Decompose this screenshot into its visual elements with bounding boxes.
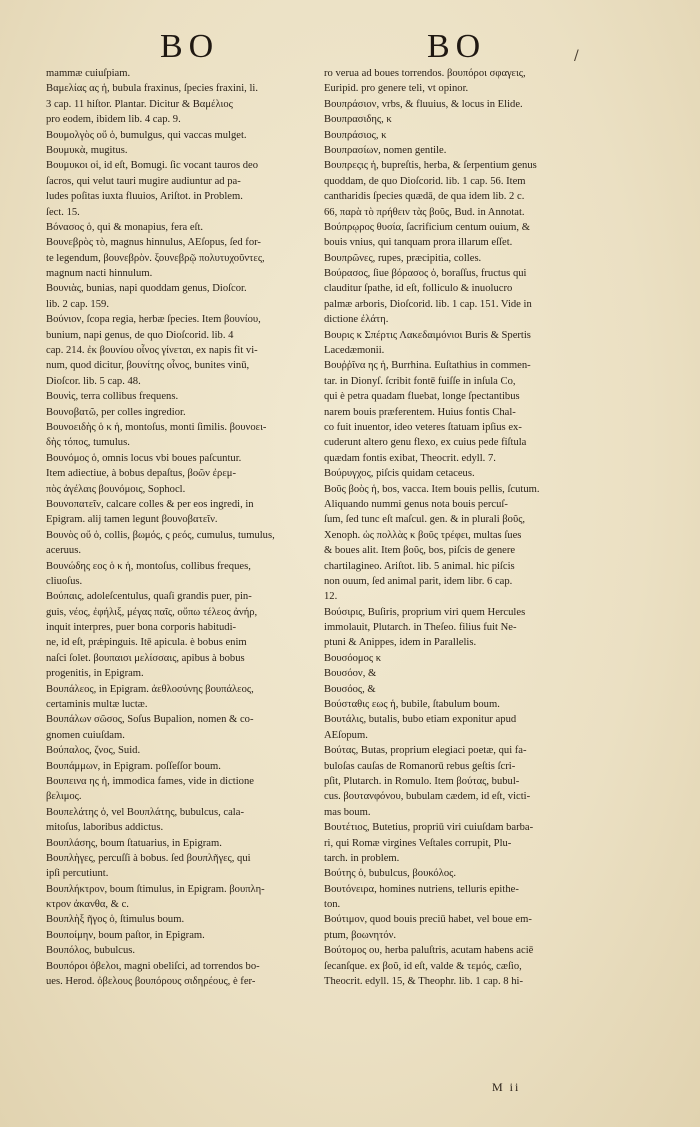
- text-line: Item adiectiue, à bobus depaſtus, βοῶν ἐρεμ-: [46, 468, 236, 480]
- text-line: ri, qui Romæ virgines Veſtales corrupit, Plu-: [324, 837, 512, 849]
- margin-mark: /: [574, 48, 579, 64]
- text-line: cliuoſus.: [46, 575, 83, 587]
- text-line: AEſopum.: [324, 729, 368, 741]
- text-line: guis, νέος, ἐφήλιξ, μέγας παῖς, οὔπω τέλεος ἀνήρ,: [46, 606, 258, 618]
- text-line: tarch. in problem.: [324, 852, 400, 864]
- text-line: pro eodem, ibidem lib. 4 cap. 9.: [46, 114, 181, 126]
- text-line: Βουτόνειρα, homines nutriens, telluris epithe-: [324, 883, 519, 895]
- text-line: Βουμυκοι οἱ, id eſt, Bomugi. ſic vocant tauros deo: [46, 160, 259, 172]
- text-line: progenitis, in Epigram.: [46, 668, 144, 680]
- text-line: mas boum.: [324, 806, 371, 818]
- text-line: Βουνὸς οὔ ὁ, collis, βωμός, ς ρεός, cumulus, tumulus,: [46, 529, 275, 541]
- text-line: Βοῦς βοὸς ἡ, bos, vacca. Item bouis pellis, ſcutum.: [324, 483, 540, 495]
- text-line: Βούπαις, adoleſcentulus, quaſi grandis puer, pin-: [46, 591, 252, 603]
- text-line: Βουρις κ Σπέρτις Λακεδαιμόνιοι Buris & Spertis: [324, 329, 531, 341]
- text-line: naſci ſolet. βουπαισι μελίσσαις, apibus à bobus: [46, 652, 245, 664]
- text-line: Βούρυγχος, piſcis quidam cetaceus.: [324, 468, 475, 480]
- text-line: Βουπλὴξ ῆγος ὁ, ſtimulus boum.: [46, 914, 185, 926]
- text-line: Βουπάλεος, in Epigram. ἀεθλοσύνης βουπάλεος,: [46, 683, 254, 695]
- text-line: Βουμυκὰ, mugitus.: [46, 144, 128, 156]
- text-line: Βουμολγὸς οὔ ὁ, bumulgus, qui vaccas mulget.: [46, 129, 247, 141]
- text-line: 12.: [324, 591, 338, 603]
- text-line: Βούτας, Butas, proprium elegiaci poetæ, qui fa-: [324, 745, 527, 757]
- text-line: Βούτης ὁ, bubulcus, βουκόλος.: [324, 868, 457, 880]
- text-line: mitoſus, laboribus addictus.: [46, 822, 164, 834]
- text-line: Βόνασος ὁ, qui & monapius, fera eſt.: [46, 221, 204, 233]
- text-line: δὴς τόπος, tumulus.: [46, 437, 130, 449]
- text-line: Βουπόροι ὀβελοι, magni obeliſci, ad torrendos bo-: [46, 960, 260, 972]
- text-line: Βουπελάτης ὁ, vel Βουπλάτης, bubulcus, cala-: [46, 806, 244, 818]
- text-line: cus. βουτανφόνου, bubulam cædem, id eſt, victi-: [324, 791, 531, 803]
- left-column: [46, 66, 308, 989]
- text-line: buloſas cauſas de Romanorū rebus geſtis ſcri-: [324, 760, 516, 772]
- text-line: ptum, βοωνητόν.: [324, 929, 397, 941]
- text-line: Βουνώδης εος ὁ κ ἡ, montoſus, collibus freques,: [46, 560, 251, 572]
- text-line: Βουπράσιον, vrbs, & fluuius, & locus in Elide.: [324, 98, 523, 110]
- text-line: qui è petra quadam fluebat, longe ſpectantibus: [324, 391, 520, 403]
- text-line: immolauit, Plutarch. in Theſeo. filius fuit Ne-: [324, 622, 517, 634]
- text-line: ſecanſque. ex βοῦ, id eſt, valde & τεμός, cæſio,: [324, 960, 522, 972]
- text-line: Lacedæmonii.: [324, 345, 385, 357]
- text-line: Βούτομος ου, herba paluſtris, acutam habens aciē: [324, 945, 534, 957]
- text-line: Βουνοβατῶ, per colles ingredior.: [46, 406, 186, 418]
- text-line: ues. Herod. ὀβελους βουπόρους σιδηρέους, è fer-: [46, 976, 256, 988]
- text-line: non ouum, ſed animal parit, idem libr. 6 cap.: [324, 575, 513, 587]
- text-line: Βουνοειδὴς ὁ κ ἡ, montoſus, monti ſimilis. βουνοει-: [46, 421, 267, 433]
- text-line: ſacros, qui velut tauri mugire audiuntur ad pa-: [46, 175, 241, 187]
- text-line: Dioſcor. lib. 5 cap. 48.: [46, 375, 141, 387]
- text-line: Βούρασος, ſiue βόρασος ὁ, boraſſus, fructus qui: [324, 268, 527, 280]
- text-line: ſum, ſed tunc eſt maſcul. gen. & in plurali βοῦς,: [324, 514, 526, 526]
- text-line: quoddam, de quo Dioſcorid. lib. 1 cap. 56. Item: [324, 175, 526, 187]
- text-line: Βουπόλος, bubulcus.: [46, 945, 136, 957]
- text-line: Βουσόος, &: [324, 683, 376, 695]
- text-line: πὸς ἀγέλαις βουνόμοις, Sophocl.: [46, 483, 186, 495]
- running-head-right: BO: [427, 28, 487, 65]
- text-line: Βουτάλις, butalis, bubo etiam exponitur apud: [324, 714, 517, 726]
- text-line: Βουσόον, &: [324, 668, 377, 680]
- text-line: num, quod dicitur, βουνίτης οἶνος, bunites vinū,: [46, 360, 250, 372]
- text-line: Βούσταθις εως ἡ, bubile, ſtabulum boum.: [324, 699, 500, 711]
- text-line: quædam fontis exibat, Theocrit. edyll. 7.: [324, 452, 496, 464]
- text-line: cap. 214. ἐκ βουνίου οἶνος γίνεται, ex napis fit vi-: [46, 345, 258, 357]
- text-line: ipſi percutiunt.: [46, 868, 109, 880]
- text-line: Βουῤῥῖνα ης ἡ, Burrhina. Euſtathius in commen-: [324, 360, 531, 372]
- running-head-left: BO: [160, 28, 220, 65]
- text-line: Βουπρῶνες, rupes, præcipitia, colles.: [324, 252, 482, 264]
- text-line: Βουτέτιος, Butetius, propriū viri cuiuſdam barba-: [324, 822, 534, 834]
- text-line: Βουσόομος κ: [324, 652, 382, 664]
- text-line: ſect. 15.: [46, 206, 80, 218]
- text-line: Βουπλάσης, boum ſtatuarius, in Epigram.: [46, 837, 222, 849]
- text-line: narem bouis præferentem. Huius fontis Chal-: [324, 406, 516, 418]
- text-line: chartilagineo. Ariſtot. lib. 5 animal. hic piſcis: [324, 560, 515, 572]
- text-line: Βούνιον, ſcopa regia, herbæ ſpecies. Item βουνίου,: [46, 314, 261, 326]
- text-line: Βουπρασίων, nomen gentile.: [324, 144, 447, 156]
- text-line: pſit, Plutarch. in Romulo. Item βούτας, bubul-: [324, 775, 520, 787]
- text-line: 3 cap. 11 hiſtor. Plantar. Dicitur & Βαμέλιος: [46, 98, 233, 110]
- text-line: Βαμελίας ας ἡ, bubula fraxinus, ſpecies fraxini, li.: [46, 83, 258, 95]
- text-line: Βουνὶς, terra collibus frequens.: [46, 391, 179, 403]
- text-line: bunium, napi genus, de quo Dioſcorid. lib. 4: [46, 329, 234, 341]
- text-line: ptuni & Anippes, idem in Parallelis.: [324, 637, 477, 649]
- text-line: cuderunt altero genu flexo, ex cuius pede fiſtula: [324, 437, 527, 449]
- text-line: tar. in Dionyſ. ſcribit fontē fuiſſe in inſula Co,: [324, 375, 516, 387]
- text-line: Βουνεβρὸς τὸ, magnus hinnulus, AEſopus, ſed for-: [46, 237, 261, 249]
- text-line: Βούπαλος, ζνος, Suid.: [46, 745, 141, 757]
- text-line: palmæ arboris, Dioſcorid. lib. 1 cap. 151. Vide in: [324, 298, 532, 310]
- text-line: Βουποίμην, boum paſtor, in Epigram.: [46, 929, 205, 941]
- text-line: magnum nacti hinnulum.: [46, 268, 153, 280]
- text-line: Βουπάλων σῶσος, Soſus Bupalion, nomen & co-: [46, 714, 254, 726]
- text-line: aceruus.: [46, 545, 81, 557]
- text-line: 66, παρὰ τὸ πρήθειν τὰς βοῦς, Bud. in Annotat.: [324, 206, 525, 218]
- text-line: Βουπλὴγες, percuſſi à bobus. ſed βουπλῆγες, qui: [46, 852, 251, 864]
- text-line: Βουνιὰς, bunias, napi quoddam genus, Dioſcor.: [46, 283, 247, 295]
- text-line: Theocrit. edyll. 15, & Theophr. lib. 1 cap. 8 hi-: [324, 976, 523, 988]
- text-line: Aliquando nummi genus nota bouis percuſ-: [324, 498, 508, 510]
- text-line: Βουπρασιδης, κ: [324, 114, 392, 126]
- text-line: βελιμος.: [46, 791, 82, 803]
- text-line: Xenoph. ὡς πολλὰς κ βοῦς τρέφει, multas ſues: [324, 529, 522, 541]
- text-line: te legendum, βουνεβρὸν. ξουνεβρῷ πολυτυχοῦντες,: [46, 252, 265, 264]
- text-line: cantharidis ſpecies quædā, de qua idem lib. 2 c.: [324, 191, 525, 203]
- text-line: Βουνοπατεῖν, calcare colles & per eos ingredi, in: [46, 498, 254, 510]
- text-line: ne, id eſt, prǽpinguis. Itē apicula. è bobus enim: [46, 637, 247, 649]
- text-line: Euripid. pro genere teli, vt opinor.: [324, 83, 469, 95]
- text-line: gnomen cuiuſdam.: [46, 729, 125, 741]
- text-line: Βουπεινα ης ἡ, immodica fames, vide in dictione: [46, 775, 254, 787]
- text-line: co fuit inuentor, ideo veteres ſtatuam ipſius ex-: [324, 421, 522, 433]
- text-line: bouis vnius, qui tanquam prora illarum eſſet.: [324, 237, 513, 249]
- text-line: ro verua ad boues torrendos. βουπόροι σφαγεις,: [324, 68, 526, 79]
- right-column: [324, 66, 584, 989]
- text-line: Epigram. alij tamen legunt βουνοβατεῖν.: [46, 514, 218, 526]
- text-line: lib. 2 cap. 159.: [46, 298, 109, 310]
- text-line: Βουπρεςις ἡ, bupreſtis, herba, & ſerpentium genus: [324, 160, 537, 172]
- text-line: Βουπάμμων, in Epigram. poſſeſſor boum.: [46, 760, 221, 772]
- text-line: Βουπράσιος, κ: [324, 129, 387, 141]
- text-line: mammæ cuiuſpiam.: [46, 68, 131, 79]
- text-line: Βουνόμος ὁ, omnis locus vbi boues paſcuntur.: [46, 452, 242, 464]
- text-line: dictione ἐλάτη.: [324, 314, 389, 326]
- text-line: ludes poſitas iuxta fluuios, Ariſtot. in Problem.: [46, 191, 243, 203]
- text-line: Βουπλήκτρον, boum ſtimulus, in Epigram. βουπλη-: [46, 883, 265, 895]
- signature-mark: M ii: [492, 1080, 521, 1094]
- text-line: κτρον ἀκανθα, & c.: [46, 899, 129, 911]
- text-line: clauditur ſpathe, id eſt, folliculo & inuolucro: [324, 283, 513, 295]
- text-line: certaminis multæ luctæ.: [46, 699, 148, 711]
- text-line: Βούσιρις, Buſiris, proprium viri quem Hercules: [324, 606, 526, 618]
- text-line: Βούτιμον, quod bouis preciū habet, vel boue em-: [324, 914, 532, 926]
- text-line: ton.: [324, 899, 341, 911]
- text-line: inquit interpres, puer bona corporis habitudi-: [46, 622, 237, 634]
- text-line: Βούπρῳρος θυσία, ſacrificium centum ouium, &: [324, 221, 530, 233]
- text-line: & boues alit. Item βοῦς, bos, piſcis de genere: [324, 545, 516, 557]
